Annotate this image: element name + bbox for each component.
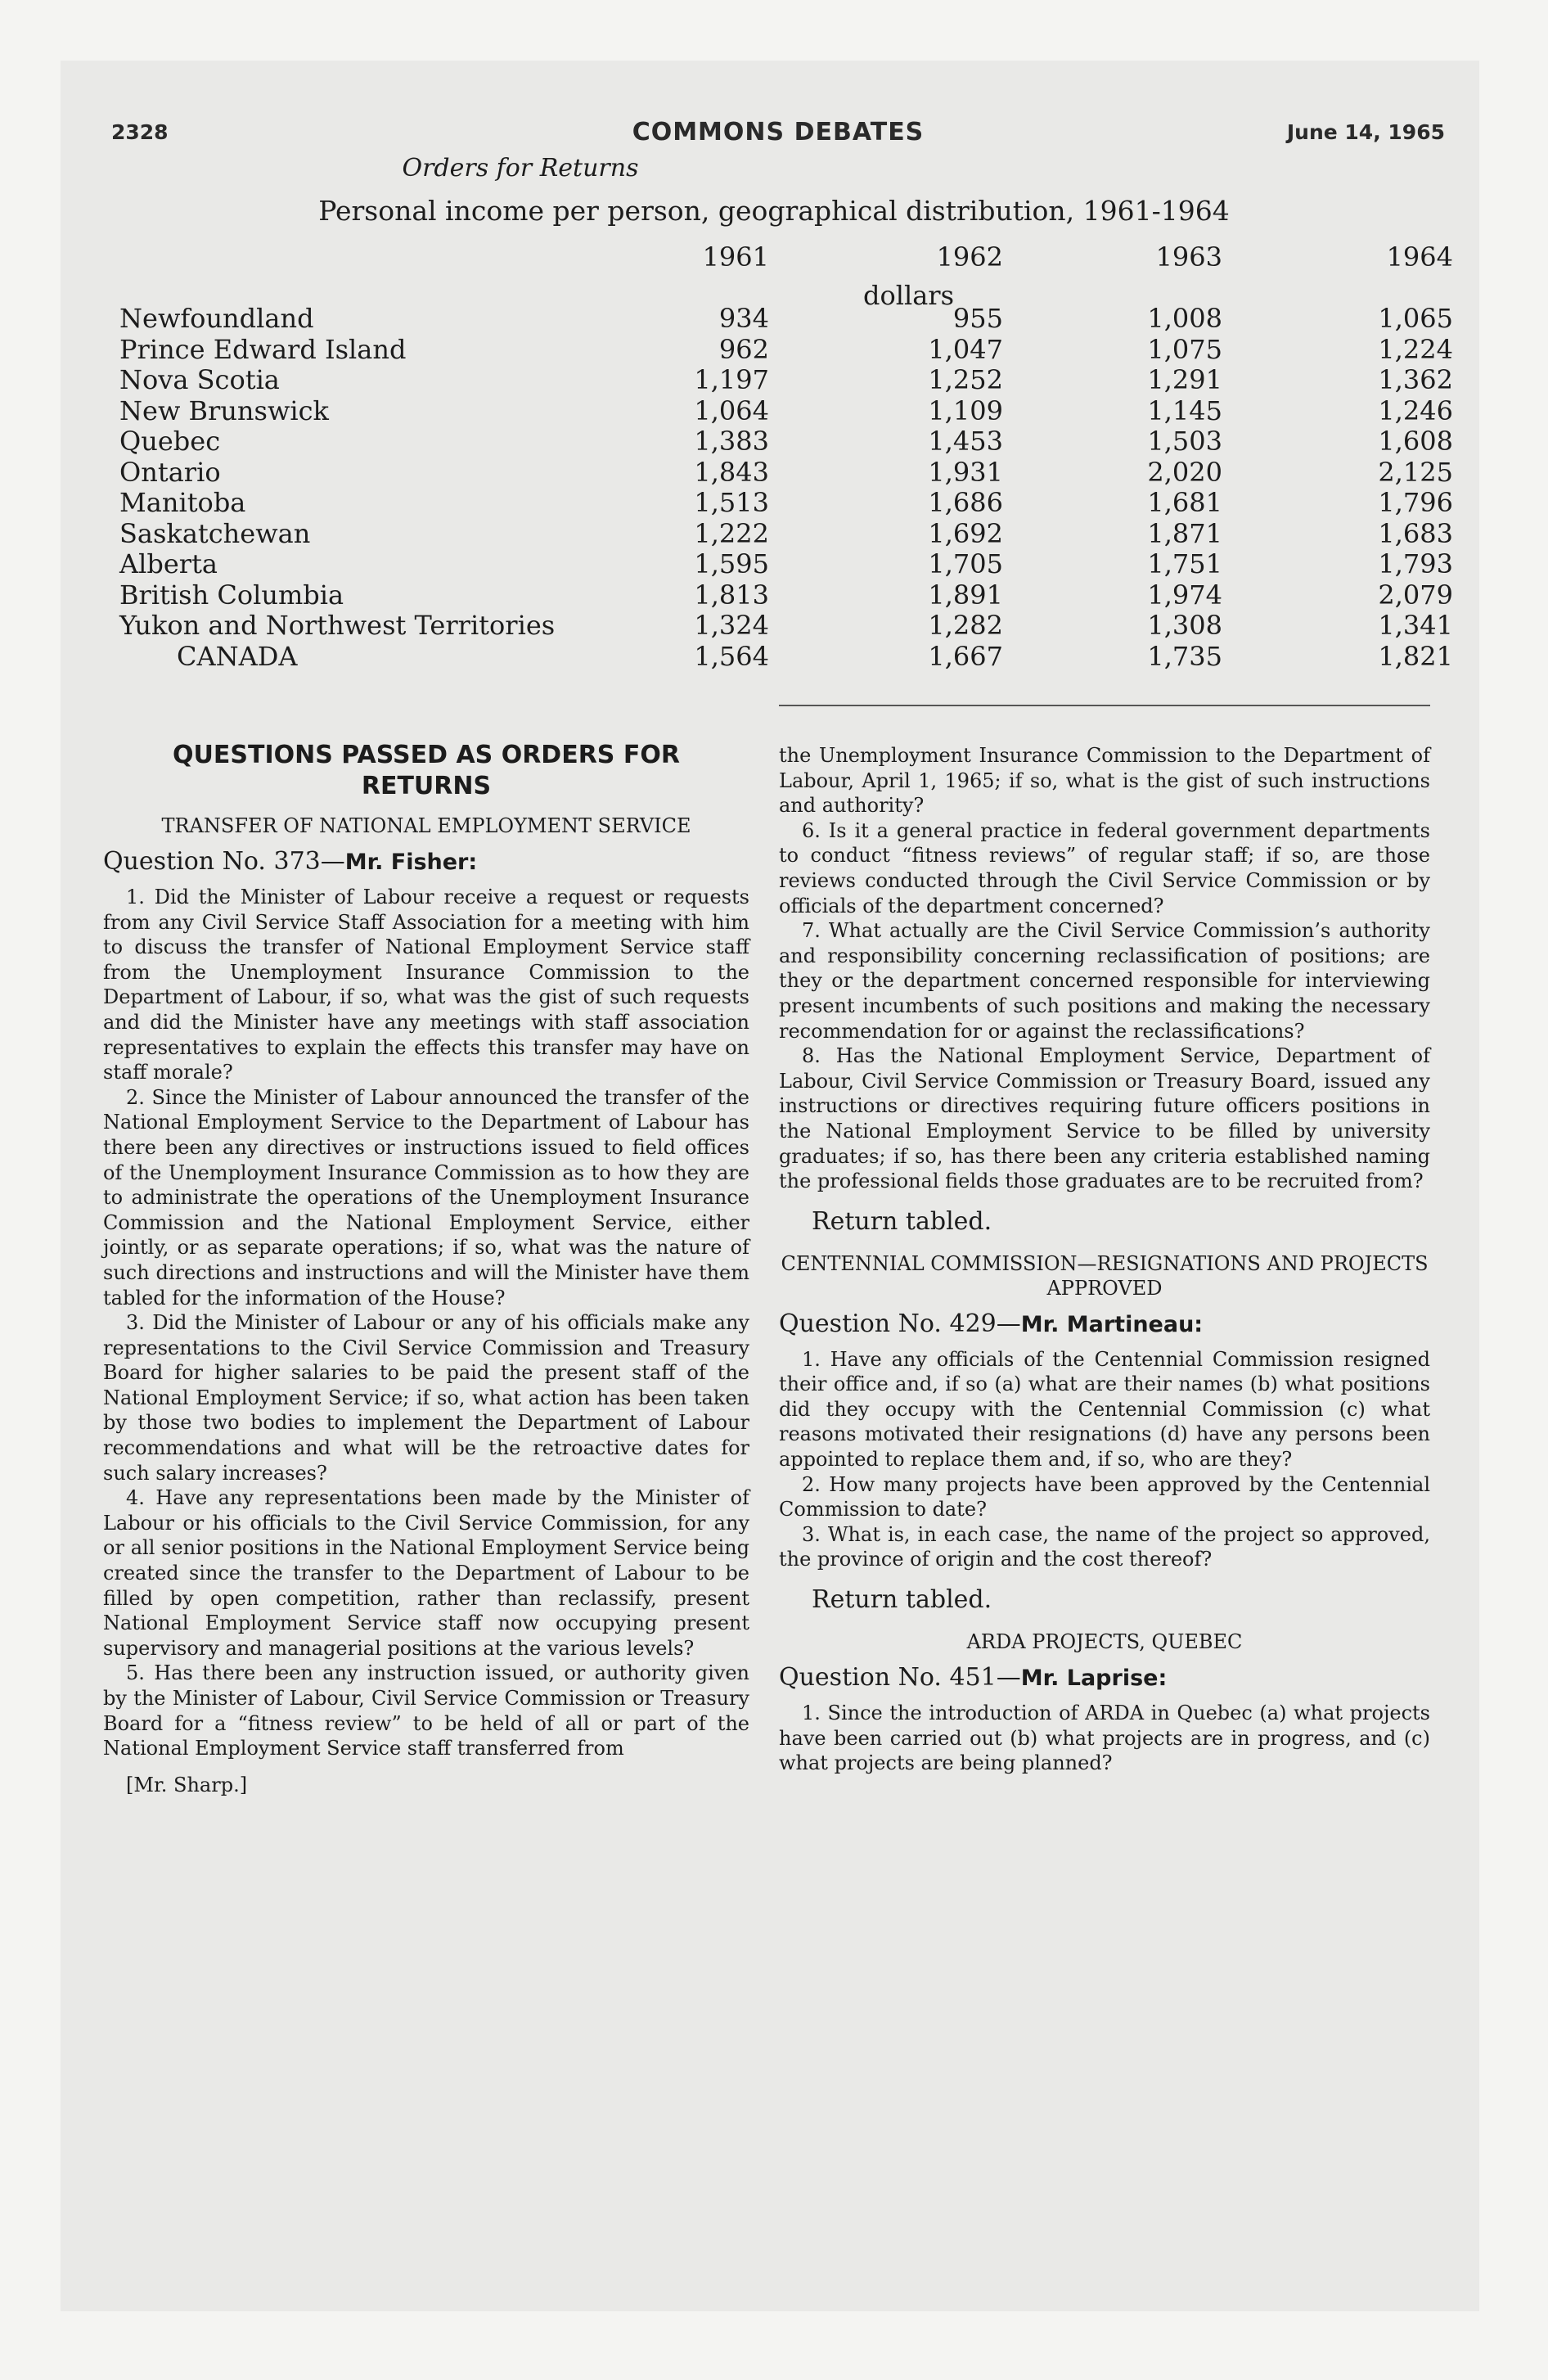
table-cell: 1,453 xyxy=(928,426,1003,457)
table-cell: 1,513 xyxy=(694,487,769,518)
row-label: New Brunswick xyxy=(119,394,329,426)
table-row xyxy=(119,303,1453,335)
table-cell: 1,705 xyxy=(928,548,1003,579)
table-cell: 1,686 xyxy=(928,487,1003,518)
paragraph: 6. Is it a general practice in federal government departments to conduct “fitness reviews” of regular staff; if so, are those reviews conducted through the Civil Service Commission or by officials of the department concerned? xyxy=(779,818,1430,917)
table-cell: 1,065 xyxy=(1378,303,1453,334)
table-cell: 1,008 xyxy=(1147,303,1222,334)
table-row xyxy=(119,333,1453,366)
row-label: Manitoba xyxy=(119,487,246,518)
table-cell: 1,595 xyxy=(694,548,769,579)
table-cell: 1,503 xyxy=(1147,426,1222,457)
table-row xyxy=(119,610,1453,642)
table-cell: 1,564 xyxy=(694,640,769,672)
paragraph: 3. Did the Minister of Labour or any of his officials make any representations to the Civil Service Commission and Treasury Board for higher salaries to be paid the present staff of the National Employment Service; if so, what action has been taken by those two bodies to implement the Department of Labour recommendations and what will be the retroactive dates for such salary increases? xyxy=(103,1311,749,1485)
paragraph: 7. What actually are the Civil Service Commission’s authority and responsibility concerning reclassification of positions; are they or the department concerned responsible for interviewing present incumbents of such positions and making the necessary recommendation for or against the reclassifications? xyxy=(779,919,1430,1043)
table-row xyxy=(119,456,1453,489)
table-cell: 1,222 xyxy=(694,517,769,549)
table-row xyxy=(119,364,1453,396)
table-cell: 1,692 xyxy=(928,517,1003,549)
question-line xyxy=(103,845,749,880)
paragraph: 3. What is, in each case, the name of the project so approved, the province of origin and the cost thereof? xyxy=(779,1522,1430,1571)
right-paragraphs-b xyxy=(779,1347,1430,1572)
paragraph: 5. Has there been any instruction issued, or authority given by the Minister of Labour, Civil Service Commission or Treasury Board for a “fitness review” to be held of all or part of the National Employment Service staff transferred from xyxy=(103,1661,749,1760)
right-column xyxy=(779,743,1430,1776)
paragraph: 1. Have any officials of the Centennial Commission resigned their office and, if so (a) what are their names (b) what positions did they occupy with the Centennial Commission (c) what reasons motivated their resignations (d) have any persons been appointed to replace them and, if so, who are they? xyxy=(779,1347,1430,1472)
table-cell: 1,362 xyxy=(1378,364,1453,395)
left-column xyxy=(103,737,749,1797)
table-cell: 1,308 xyxy=(1147,610,1222,641)
paragraph: 2. How many projects have been approved by the Centennial Commission to date? xyxy=(779,1472,1430,1521)
table-cell: 1,291 xyxy=(1147,364,1222,395)
column-header: 1961 xyxy=(702,241,769,273)
table-cell: 1,145 xyxy=(1147,394,1222,426)
row-label: Prince Edward Island xyxy=(119,333,407,365)
table-cell: 1,843 xyxy=(694,456,769,488)
paragraph: 2. Since the Minister of Labour announced the transfer of the National Employment Service to the Department of Labour has there been any directives or instructions issued to field offices of the Unemployment Insurance Commission as to how they are to administrate the operations of the Unemployment Insurance Commission and the National Employment Service, either jointly, or as separate operations; if so, what was the nature of such directions and instructions and will the Minister have them tabled for the information of the House? xyxy=(103,1085,749,1309)
paragraph: 1. Did the Minister of Labour receive a request or requests from any Civil Service Staff Association for a meeting with him to discuss the transfer of National Employment Service staff from the Unemployment Insurance Commission to the Department of Labour, if so, what was the gist of such requests and did the Minister have any meetings with staff association representatives to explain the effects this transfer may have on staff morale? xyxy=(103,886,749,1084)
row-label: British Columbia xyxy=(119,579,344,611)
question-member: Mr. Laprise: xyxy=(1020,1666,1168,1692)
table-row xyxy=(119,517,1453,550)
question-number: Question No. 373— xyxy=(103,847,345,876)
table-row xyxy=(119,548,1453,580)
table-spacer-row xyxy=(119,273,1429,304)
table-caption: Personal income per person, geographical distribution, 1961-1964 xyxy=(318,195,1230,227)
table-header-row xyxy=(119,241,1453,273)
divider xyxy=(779,705,1430,706)
row-label: Nova Scotia xyxy=(119,364,280,395)
right-paragraphs-c xyxy=(779,1701,1430,1776)
table-cell: 1,871 xyxy=(1147,517,1222,549)
paragraph: the Unemployment Insurance Commission to the Department of Labour, April 1, 1965; if so, what is the gist of such instructions and authority? xyxy=(779,744,1430,818)
question-line xyxy=(779,1661,1430,1696)
page-date: June 14, 1965 xyxy=(1286,120,1445,144)
return-tabled: Return tabled. xyxy=(812,1206,992,1236)
paragraph: 4. Have any representations been made by the Minister of Labour or his officials to the Civil Service Commission, for any or all senior positions in the National Employment Service being created since the transfer to the Department of Labour to be filled by open competition, rather than reclassify, present National Employment Service staff now occupying present supervisory and managerial positions at the various levels? xyxy=(103,1486,749,1660)
return-tabled: Return tabled. xyxy=(812,1585,992,1615)
paragraph: 1. Since the introduction of ARDA in Quebec (a) what projects have been carried out (b) what projects are in progress, and (c) what projects are being planned? xyxy=(779,1702,1430,1775)
table-cell: 1,683 xyxy=(1378,517,1453,549)
table-body xyxy=(119,303,1453,672)
table-cell: 2,079 xyxy=(1378,579,1453,611)
table-cell: 1,109 xyxy=(928,394,1003,426)
table-cell: 1,224 xyxy=(1378,333,1453,365)
table-cell: 955 xyxy=(952,303,1003,334)
table-cell: 1,383 xyxy=(694,426,769,457)
table-cell: 1,821 xyxy=(1378,640,1453,672)
speaker-note: [Mr. Sharp.] xyxy=(126,1773,248,1796)
table-cell: 1,282 xyxy=(928,610,1003,641)
left-paragraphs xyxy=(103,885,749,1761)
table-cell: 962 xyxy=(718,333,769,365)
subsection-heading: CENTENNIAL COMMISSION—RESIGNATIONS AND PROJECTS APPROVED xyxy=(781,1251,1429,1300)
row-label: CANADA xyxy=(177,640,298,672)
row-label: Alberta xyxy=(119,548,218,579)
income-table xyxy=(119,241,1453,672)
unit-label: dollars xyxy=(863,280,955,311)
section-heading: QUESTIONS PASSED AS ORDERS FOR RETURNS xyxy=(173,741,680,800)
table-cell: 1,252 xyxy=(928,364,1003,395)
table-row xyxy=(119,426,1453,458)
table-row xyxy=(119,487,1453,519)
table-cell: 1,735 xyxy=(1147,640,1222,672)
table-cell: 1,608 xyxy=(1378,426,1453,457)
table-cell: 1,813 xyxy=(694,579,769,611)
table-cell: 1,047 xyxy=(928,333,1003,365)
row-label: Newfoundland xyxy=(119,303,314,334)
table-cell: 1,197 xyxy=(694,364,769,395)
table-cell: 1,891 xyxy=(928,579,1003,611)
table-row xyxy=(119,640,1453,673)
section-title: Orders for Returns xyxy=(402,154,639,183)
table-cell: 1,667 xyxy=(928,640,1003,672)
question-number: Question No. 429— xyxy=(779,1309,1021,1338)
table-cell: 1,064 xyxy=(694,394,769,426)
table-cell: 1,793 xyxy=(1378,548,1453,579)
subsection-heading: TRANSFER OF NATIONAL EMPLOYMENT SERVICE xyxy=(161,814,691,837)
row-label: Quebec xyxy=(119,426,221,457)
table-row xyxy=(119,579,1453,611)
table-cell: 1,324 xyxy=(694,610,769,641)
column-header: 1962 xyxy=(936,241,1003,273)
page-number: 2328 xyxy=(111,120,169,144)
paragraph: 8. Has the National Employment Service, Department of Labour, Civil Service Commission or Treasury Board, issued any instructions or directives requiring future officers positions in the National Employment Service to be filled by university graduates; if so, has there been any criteria established naming the professional fields those graduates are to be recruited from? xyxy=(779,1044,1430,1193)
question-line xyxy=(779,1307,1430,1342)
row-label: Yukon and Northwest Territories xyxy=(119,610,556,641)
question-member: Mr. Martineau: xyxy=(1020,1311,1204,1337)
table-cell: 1,796 xyxy=(1378,487,1453,518)
table-cell: 934 xyxy=(718,303,769,334)
column-header: 1964 xyxy=(1386,241,1453,273)
table-cell: 1,246 xyxy=(1378,394,1453,426)
table-cell: 1,341 xyxy=(1378,610,1453,641)
table-cell: 2,125 xyxy=(1378,456,1453,488)
table-cell: 1,931 xyxy=(928,456,1003,488)
table-cell: 1,681 xyxy=(1147,487,1222,518)
row-label: Saskatchewan xyxy=(119,517,311,549)
table-row xyxy=(119,394,1453,427)
table-cell: 2,020 xyxy=(1147,456,1222,488)
right-paragraphs-a xyxy=(779,743,1430,1194)
question-number: Question No. 451— xyxy=(779,1663,1021,1693)
subsection-heading: ARDA PROJECTS, QUEBEC xyxy=(966,1630,1243,1654)
table-cell: 1,974 xyxy=(1147,579,1222,611)
table-cell: 1,751 xyxy=(1147,548,1222,579)
row-label: Ontario xyxy=(119,456,221,488)
table-cell: 1,075 xyxy=(1147,333,1222,365)
column-header: 1963 xyxy=(1155,241,1222,273)
question-member: Mr. Fisher: xyxy=(344,850,478,875)
publication-title: COMMONS DEBATES xyxy=(632,118,925,146)
